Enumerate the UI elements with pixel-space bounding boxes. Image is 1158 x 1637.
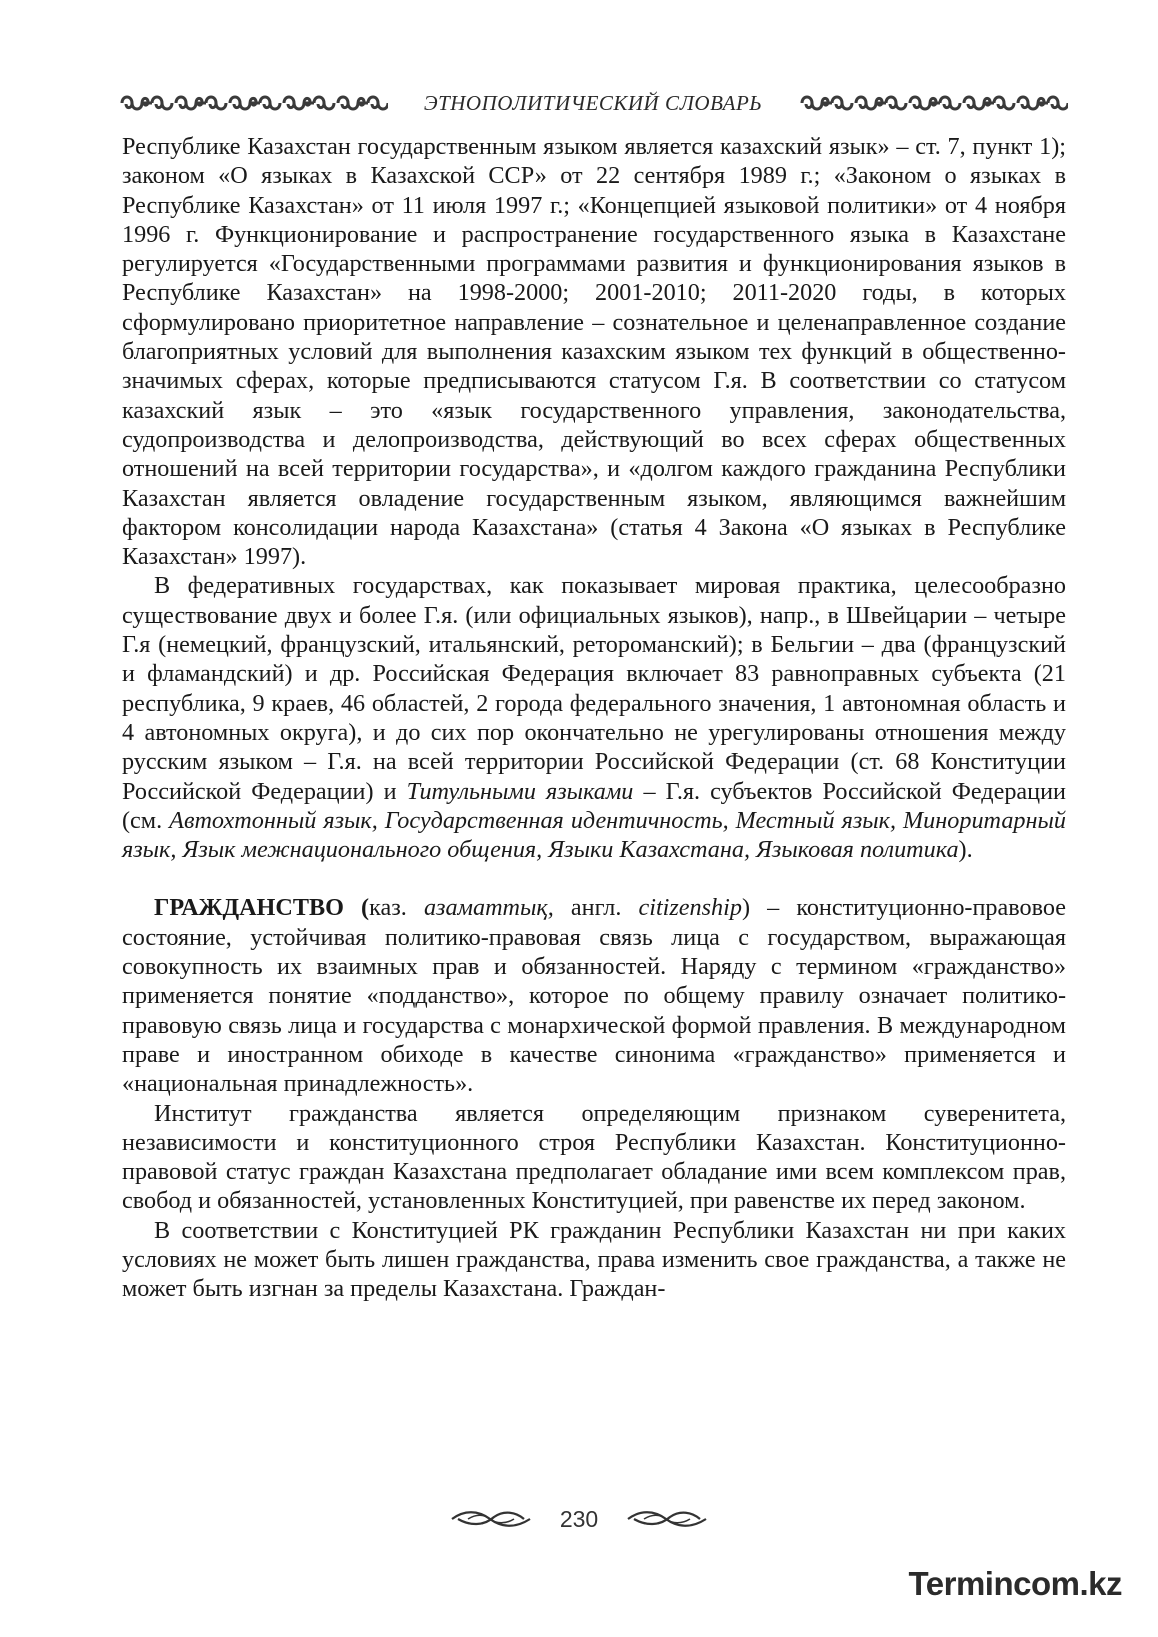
text-segment: В соответствии с Конституцией РК гражданин Республики Казахстан ни при каких условиях не может быть лишен гражданства, права изменить свое гражданства, а также не может быть изгнан за пределы Казахстана. Граждан- — [122, 1216, 1066, 1303]
text-segment: каз. — [369, 894, 424, 922]
body-paragraph — [122, 1099, 1066, 1216]
italic-text: Титульными языками — [406, 777, 634, 805]
text-segment: – Г.я. субъектов Российской Федерации (см. — [122, 777, 1066, 834]
body-paragraph — [122, 132, 1066, 571]
flourish-ornament-icon — [450, 1508, 532, 1530]
page-header — [118, 88, 1068, 118]
body-paragraph — [122, 1216, 1066, 1304]
text-segment: ). — [958, 836, 973, 864]
page-number: 230 — [559, 1505, 599, 1532]
italic-text: азаматтық, — [423, 894, 554, 922]
headword: ГРАЖДАНСТВО ( — [154, 894, 370, 922]
body-paragraph — [122, 571, 1066, 864]
dictionary-text — [122, 132, 1066, 1304]
italic-text: Автохтонный язык, Государственная идентичность, Местный язык, Миноритарный язык, Язык межнационального общения, Языки Казахстана, Языковая политика — [122, 806, 1066, 864]
italic-text: citizenship — [638, 894, 742, 922]
meander-ornament-icon — [118, 90, 388, 116]
dictionary-entry-paragraph — [122, 893, 1066, 1098]
text-segment: Республике Казахстан государственным языком является казахский язык» – ст. 7, пункт 1); законом «О языках в Казахской ССР» от 22 сентября 1989 г.; «Законом о языках в Республике Казахстан» от 11 июля 1997 г.; «Концепцией языковой политики» от 4 ноября 1996 г. Функционирование и распространение государственного языка в Казахстане регулируется «Государственными программами развития и функционирования языков в Республике Казахстан» на 1998-2000; 2001-2010; 2011-2020 годы, в которых сформулировано приоритетное направление – сознательное и целенаправленное создание благоприятных условий для выполнения казахским языком тех функций в общественно-значимых сферах, которые предписываются статусом Г.я. В соответствии со статусом казахский язык – это «язык государственного управления, законодательства, судопроизводства и делопроизводства, действующий во всех сферах общественных отношений на всей территории государства», и «долгом каждого гражданина Республики Казахстан является овладение государственным языком, являющимся важнейшим фактором консолидации народа Казахстана» (статья 4 Закона «О языках в Республике Казахстан» 1997). — [122, 133, 1066, 571]
meander-ornament-icon — [798, 90, 1068, 116]
text-segment: ) – конституционно-правовое состояние, устойчивая политико-правовая связь лица с государством, выражающая совокупность их взаимных прав и обязанностей. Наряду с термином «гражданство» применяется понятие «подданство», которое по общему правилу означает политико-правовую связь лица и государства с монархической формой правления. В международном праве и иностранном обиходе в качестве синонима «гражданство» применяется и «национальная принадлежность». — [122, 894, 1066, 1098]
text-segment: англ. — [553, 894, 639, 922]
flourish-ornament-icon — [626, 1508, 708, 1530]
text-segment: Институт гражданства является определяющим признаком суверенитета, независимости и конституционного строя Республики Казахстан. Конституционно-правовой статус граждан Казахстана предполагает обладание ими всем комплексом прав, свобод и обязанностей, установленных Конституцией, при равенстве их перед законом. — [122, 1099, 1066, 1215]
running-title: ЭТНОПОЛИТИЧЕСКИЙ СЛОВАРЬ — [423, 90, 763, 115]
text-segment: В федеративных государствах, как показывает мировая практика, целесообразно существование двух и более Г.я. (или официальных языков), напр., в Швейцарии – четыре Г.я (немецкий, французский, итальянский, ретороманский); в Бельгии – два (французский и фламандский) и др. Российская Федерация включает 83 равноправных субъекта (21 республика, 9 краев, 46 областей, 2 города федерального значения, 1 автономная область и 4 автономных округа), и до сих пор окончательно не урегулированы отношения между русским языком – Г.я. на всей территории Российской Федерации (ст. 68 Конституции Российской Федерации) и — [122, 572, 1066, 805]
page-footer — [0, 1502, 1158, 1536]
watermark-logo[interactable]: Termincom.kz — [908, 1565, 1122, 1602]
